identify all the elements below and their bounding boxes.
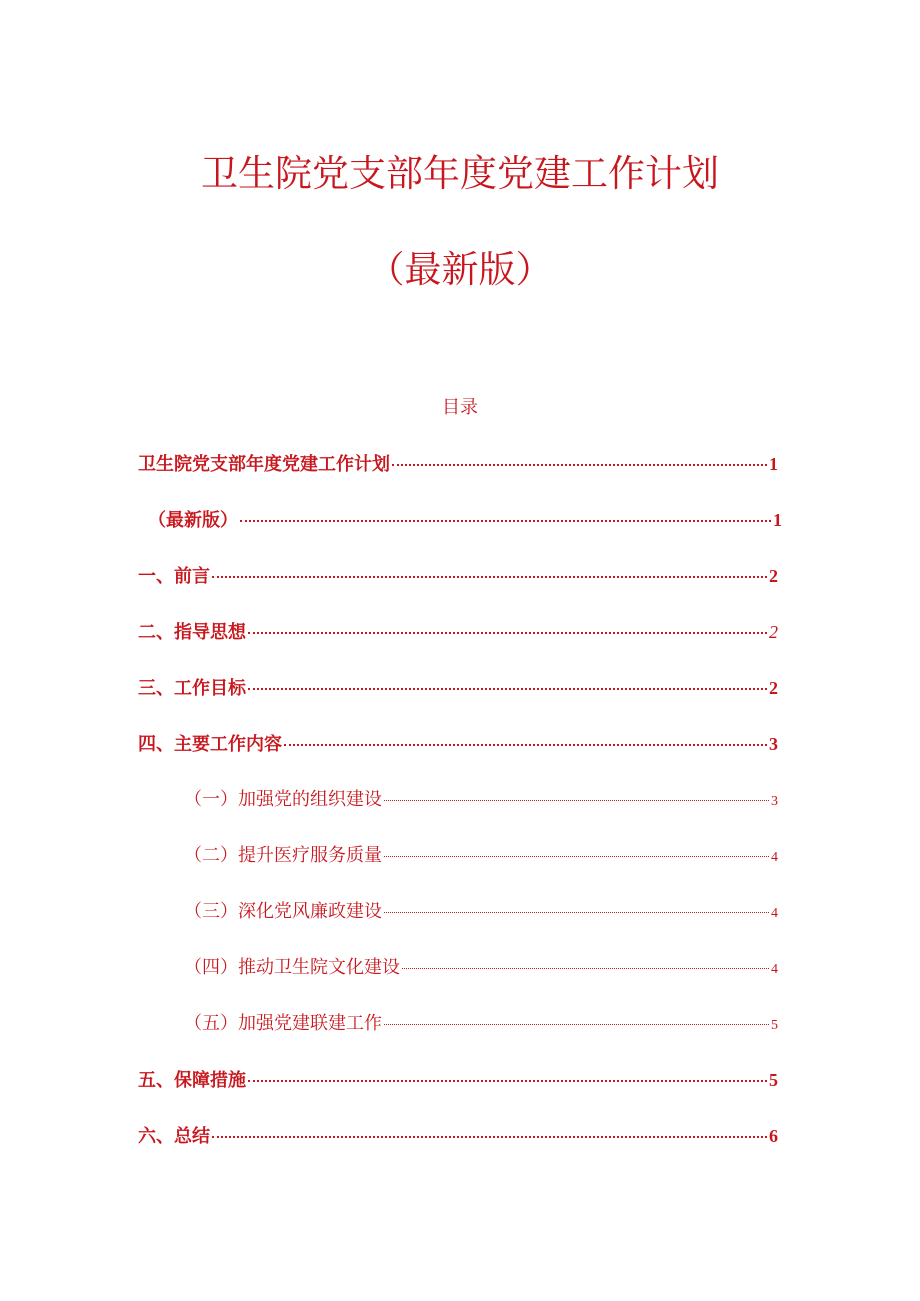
toc-entry-page: 1 (773, 510, 782, 530)
toc-entry[interactable] (184, 1012, 778, 1038)
toc-leader (248, 631, 767, 634)
toc-entry-page: 4 (771, 906, 778, 921)
toc-entry-label: 六、总结 (138, 1126, 210, 1147)
toc-entry-page: 2 (769, 622, 778, 642)
toc-entry[interactable] (138, 1124, 778, 1149)
toc-leader (384, 1023, 769, 1025)
toc-entry-label: 四、主要工作内容 (138, 734, 282, 755)
toc-entry[interactable] (138, 620, 778, 645)
toc-entry[interactable] (184, 844, 778, 870)
document-title: 卫生院党支部年度党建工作计划 (201, 152, 719, 195)
toc-leader (384, 911, 769, 913)
toc-leader (212, 575, 767, 578)
toc-entry-page: 6 (769, 1126, 778, 1146)
toc-entry-page: 2 (769, 678, 778, 698)
toc-entry[interactable] (138, 732, 778, 757)
toc-leader (284, 743, 767, 746)
toc-entry-page: 4 (771, 850, 778, 865)
toc-entry-label: （三）深化党风廉政建设 (184, 901, 382, 922)
toc-entry-label: （五）加强党建联建工作 (184, 1013, 382, 1034)
toc-entry[interactable] (138, 1068, 778, 1093)
toc-entry-label: （四）推动卫生院文化建设 (184, 957, 400, 978)
document-subtitle: （最新版） (367, 248, 553, 291)
toc-leader (248, 687, 767, 690)
toc-entry-label: 卫生院党支部年度党建工作计划 (138, 454, 390, 475)
toc-entry-page: 2 (769, 566, 778, 586)
toc-entry-page: 3 (769, 734, 778, 754)
toc-leader (384, 799, 769, 801)
toc-entry-page: 4 (771, 962, 778, 977)
toc-entry-page: 5 (771, 1018, 778, 1033)
toc-entry[interactable] (184, 788, 778, 814)
toc-leader (384, 855, 769, 857)
toc-entry[interactable] (138, 676, 778, 701)
toc-entry-page: 5 (769, 1070, 778, 1090)
toc-entry-label: 三、工作目标 (138, 678, 246, 699)
toc-entry[interactable] (184, 900, 778, 926)
toc-entry[interactable] (138, 564, 778, 589)
toc-entry-page: 3 (771, 794, 778, 809)
toc-heading: 目录 (442, 397, 478, 418)
toc-leader (402, 967, 769, 969)
toc-leader (240, 519, 771, 522)
toc-entry-label: （一）加强党的组织建设 (184, 789, 382, 810)
toc-leader (392, 463, 767, 466)
toc-leader (248, 1079, 767, 1082)
toc-entry-label: 一、前言 (138, 566, 210, 587)
toc-leader (212, 1135, 767, 1138)
toc-entry-label: （二）提升医疗服务质量 (184, 845, 382, 866)
toc-entry[interactable] (138, 452, 778, 477)
toc-entry-page: 1 (769, 454, 778, 474)
toc-entry-label: （最新版） (148, 510, 238, 531)
toc-entry-label: 二、指导思想 (138, 622, 246, 643)
toc-entry-label: 五、保障措施 (138, 1070, 246, 1091)
toc-entry[interactable] (184, 956, 778, 982)
toc-entry[interactable] (148, 508, 782, 533)
